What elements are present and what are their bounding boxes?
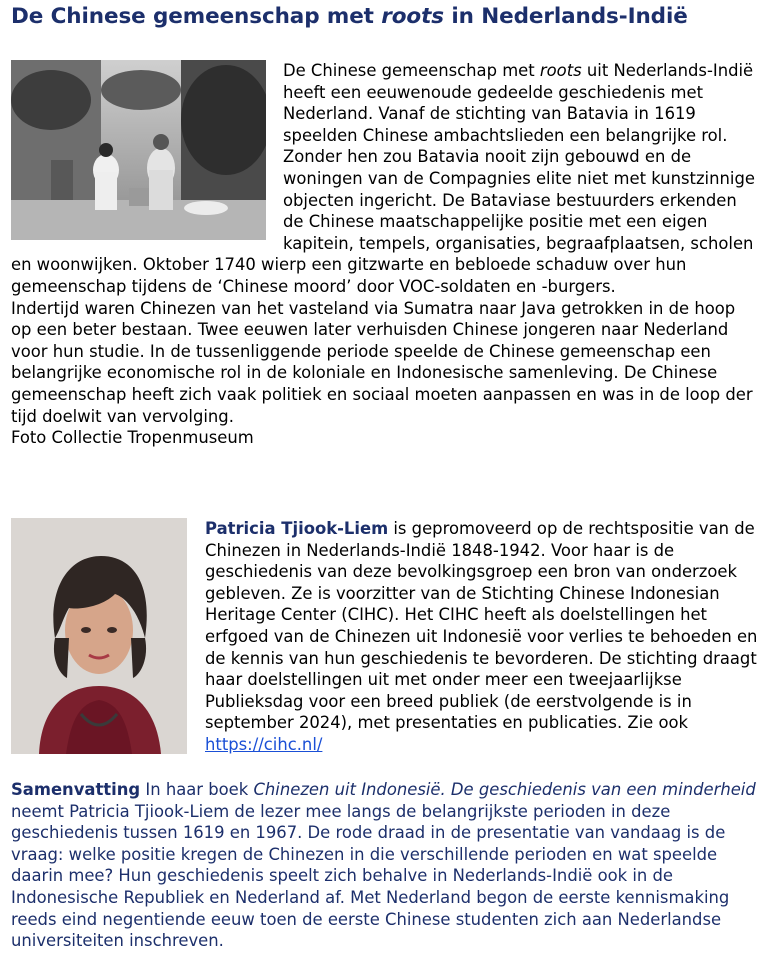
- photo-caption: Foto Collectie Tropenmuseum: [11, 428, 254, 448]
- page-title: De Chinese gemeenschap met roots in Nederlands-Indië: [11, 4, 688, 29]
- author-bio-section: [11, 518, 759, 758]
- intro-paragraph-2: Indertijd waren Chinezen van het vasteland via Sumatra naar Java getrokken in de hoop op een beter bestaan. Twee eeuwen later verhuisden Chinese jongeren naar Nederland voor hun studie. In de tussenliggende periode speelde de Chinese gemeenschap een belangrijke economische rol in de koloniale en Indonesische samenleving. De Chinese gemeenschap heeft zich vaak politiek en sociaal moeten aanpassen en was in de loop der tijd doelwit van vervolging.: [11, 298, 753, 426]
- author-portrait: [11, 518, 187, 754]
- book-title: Chinezen uit Indonesië. De geschiedenis van een minderheid: [253, 780, 756, 799]
- summary-section: [11, 779, 759, 952]
- historic-family-photo: [11, 60, 266, 240]
- author-bio: Patricia Tjiook-Liem is gepromoveerd op de rechtspositie van de Chinezen in Nederlands-Indië 1848-1942. Voor haar is de geschiedenis van deze bevolkingsgroep een bron van onderzoek gebleven. Ze is voorzitter van de Stichting Chinese Indonesian Heritage Center (CIHC). Het CIHC heeft als doelstellingen het erfgoed van de Chinezen uit Indonesië voor verlies te behoeden en de kennis van hun geschiedenis te bevorderen. De stichting draagt haar doelstellingen uit met onder meer een tweejaarlijkse Publieksdag voor een breed publiek (de eerstvolgende is in september 2024), met presentaties en publicaties. Zie ook https://cihc.nl/: [205, 519, 758, 754]
- summary-label: Samenvatting: [11, 780, 141, 799]
- summary-paragraph: Samenvatting In haar boek Chinezen uit Indonesië. De geschiedenis van een minderheid neemt Patricia Tjiook-Liem de lezer mee langs de belangrijkste perioden in deze geschiedenis tussen 1619 en 1967. De rode draad in de presentatie van vandaag is de vraag: welke positie kregen de Chinezen in die verschillende perioden en wat speelde daarin mee? Hun geschiedenis speelt zich behalve in Nederlands-Indië ook in de Indonesische Republiek en Nederland af. Met Nederland begon de eerste kennismaking reeds eind negentiende eeuw toen de eerste Chinese studenten zich aan Nederlandse universiteiten inschreven.: [11, 780, 756, 951]
- intro-section: [11, 60, 759, 449]
- author-name: Patricia Tjiook-Liem: [205, 519, 389, 538]
- intro-paragraph-1: De Chinese gemeenschap met roots uit Nederlands-Indië heeft een eeuwenoude gedeelde geschiedenis met Nederland. Vanaf de stichting van Batavia in 1619 speelden Chinese ambachtslieden een belangrijke rol. Zonder hen zou Batavia nooit zijn gebouwd en de woningen van de Compagnies elite niet met kunstzinnige objecten ingericht. De Bataviase bestuurders erkenden de Chinese maatschappelijke positie met een eigen kapitein, tempels, organisaties, begraafplaatsen, scholen en woonwijken. Oktober 1740 wierp een gitzwarte en bebloede schaduw over hun gemeenschap tijdens de ‘Chinese moord’ door VOC-soldaten en -burgers.: [11, 61, 755, 296]
- cihc-link[interactable]: https://cihc.nl/: [205, 734, 323, 754]
- title-italic: roots: [381, 4, 444, 29]
